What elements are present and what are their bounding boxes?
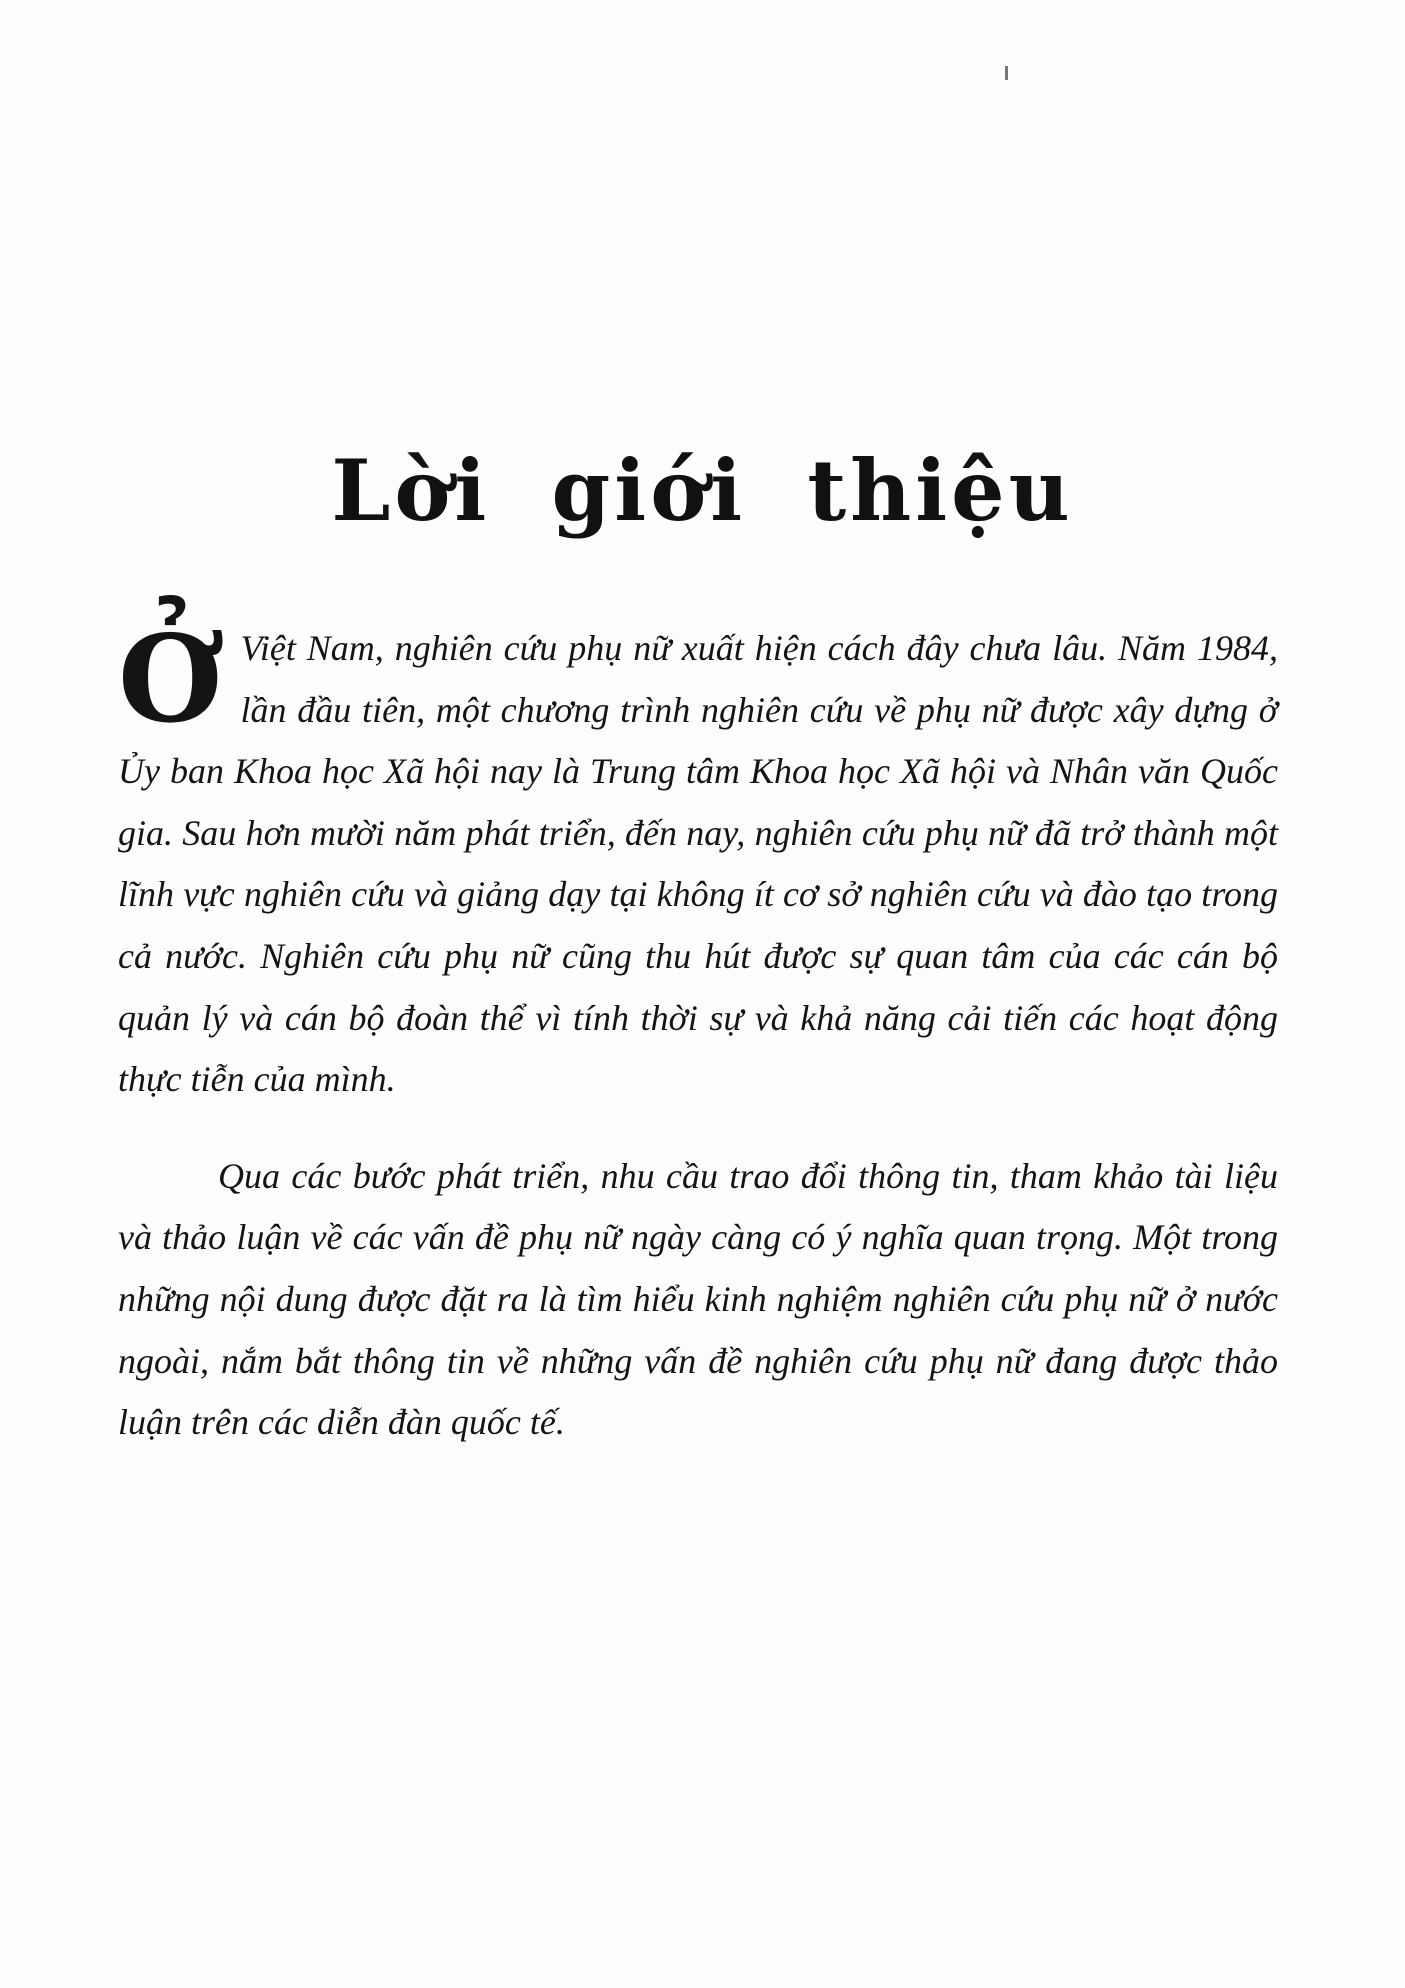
page-title: Lời giới thiệu — [331, 441, 1074, 541]
paragraph-2: Qua các bước phát triển, nhu cầu trao đổi thông tin, tham khảo tài liệu và thảo luận về các vấn đề phụ nữ ngày càng có ý nghĩa quan trọng. Một trong những nội dung được đặt ra là tìm hiểu kinh nghiệm nghiên cứu phụ nữ ở nước ngoài, nắm bắt thông tin về những vấn đề nghiên cứu phụ nữ đang được thảo luận trên các diễn đàn quốc tế. — [118, 1155, 1278, 1443]
scan-speck — [1005, 66, 1008, 80]
body-text — [118, 609, 1278, 1454]
paragraph-1 — [118, 609, 1278, 1111]
drop-cap: Ở — [118, 609, 223, 750]
paragraph-1-text: Việt Nam, nghiên cứu phụ nữ xuất hiện cách đây chưa lâu. Năm 1984, lần đầu tiên, một chương trình nghiên cứu về phụ nữ được xây dựng ở Ủy ban Khoa học Xã hội nay là Trung tâm Khoa học Xã hội và Nhân văn Quốc gia. Sau hơn mười năm phát triển, đến nay, nghiên cứu phụ nữ đã trở thành một lĩnh vực nghiên cứu và giảng dạy tại không ít cơ sở nghiên cứu và đào tạo trong cả nước. Nghiên cứu phụ nữ cũng thu hút được sự quan tâm của các cán bộ quản lý và cán bộ đoàn thể vì tính thời sự và khả năng cải tiến các hoạt động thực tiễn của mình. — [118, 628, 1278, 1100]
